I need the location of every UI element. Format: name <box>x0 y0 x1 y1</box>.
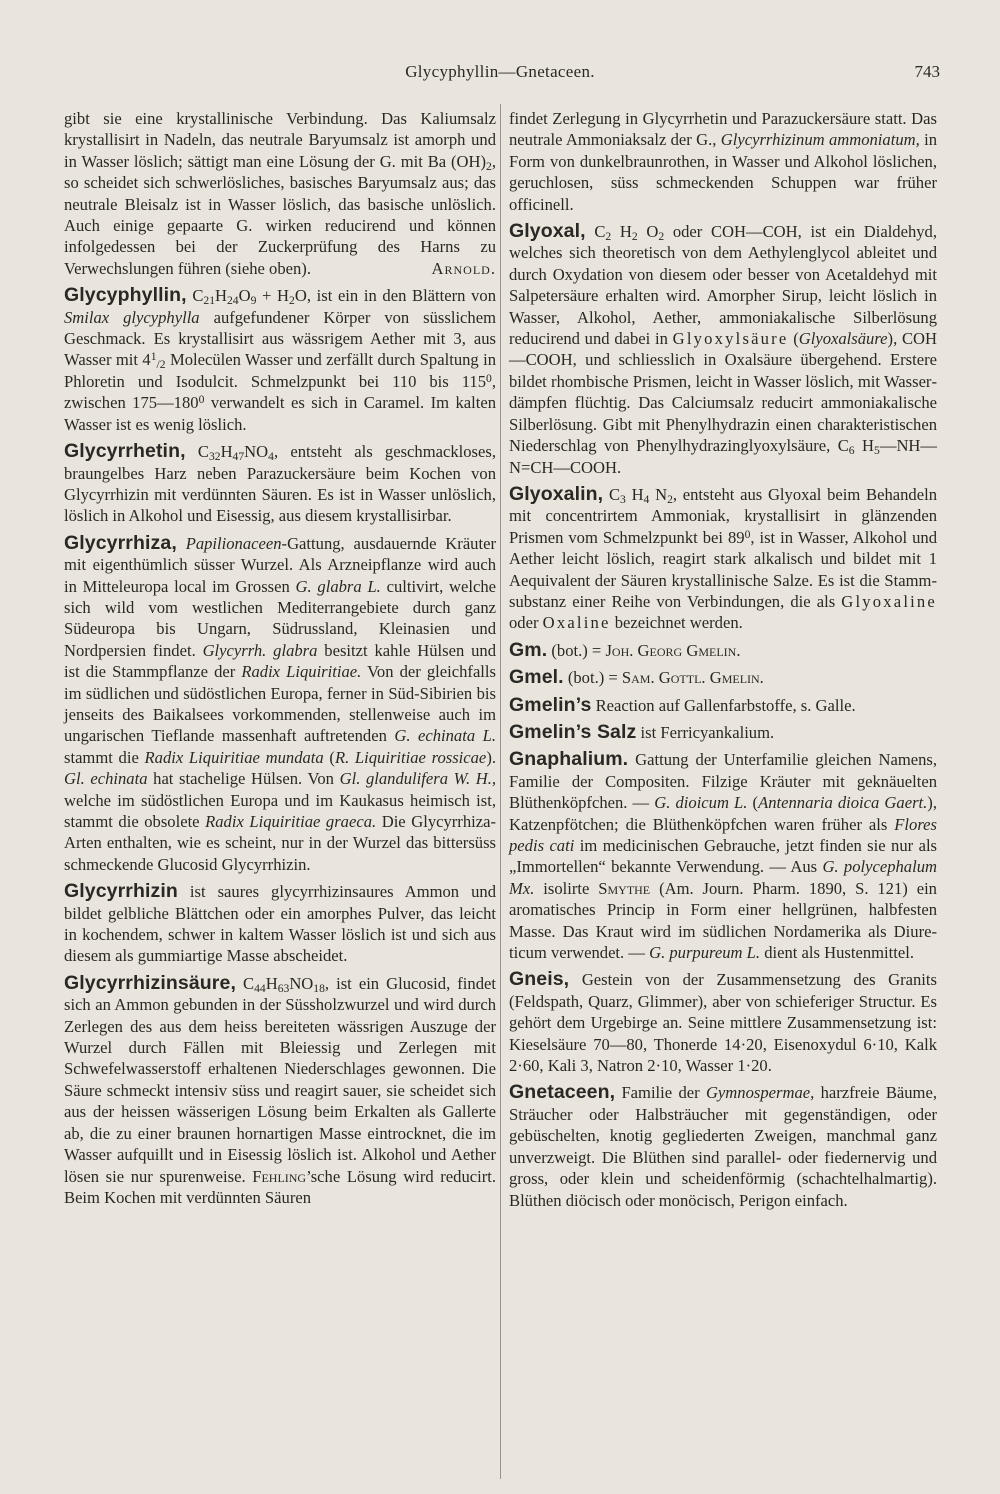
entry-glyoxal <box>509 221 937 478</box>
formula-part: H <box>619 222 632 242</box>
headword: Glycyrrhetin, <box>64 440 186 463</box>
subscript: 2 <box>486 159 492 173</box>
formula-part: N <box>655 484 668 504</box>
text: aufgefundener Körper von süsslichem Geschmack. Es krystallisirt aus wässrigem Aether mit 3, aus Wasser mit 4 <box>64 307 496 370</box>
headword: Gnetaceen, <box>509 1081 616 1104</box>
headword: Gm. <box>509 638 548 661</box>
formula-part: O <box>646 222 659 242</box>
subscript: 44 <box>254 981 266 995</box>
text: -Gattung, ausdauernde Kräuter mit eigenthümlich süsser Wurzel. Als Arzneipflanze wird auch in Mitteleuropa local im Grossen <box>64 533 496 596</box>
entry-gnetaceen <box>509 1082 937 1210</box>
subscript: 32 <box>208 450 221 463</box>
text: ist saures glycyrrhizinsaures Ammon und bildet gelbliche Blättchen oder ein amorphes Pulver, das leicht in kochendem, schwer in kaltem Wasser löslich ist und sich aus diesem als gummiartige Masse abscheidet. <box>64 882 496 966</box>
headword: Glycyrrhizinsäure, <box>64 971 236 994</box>
text: Von der gleichfalls im südlichen und südöstlichen Europa, ferner in Süd-Sibirien bis jenseits des Baikalsees vorkommenden, stellenweise auch im ungarischen Tieflande massenhaft auftretenden <box>64 662 496 746</box>
text: H <box>854 436 875 456</box>
text: ( <box>323 747 335 767</box>
entry-continuation-kalium <box>64 108 496 279</box>
fraction-denominator: /2 <box>156 358 166 372</box>
headword: Gneis, <box>509 968 570 991</box>
italic-term: Gl. glandulifera W. H., <box>339 769 497 789</box>
right-column <box>509 108 937 1211</box>
subscript: 3 <box>620 492 626 506</box>
text: Gestein von der Zusammensetzung des Granits (Feldspath, Quarz, Glimmer), aber von schieferiger Structur. Es gehört dem Urgebirge an. Seine mittlere Zusammensetzung ist: Kieselsäure 70—80, Thonerde 14·20, Eisenoxydul 6·10, Kalk 2·60, Kali 3, Natron 2·10, Wasser 1·20. <box>509 970 937 1076</box>
entry-glyoxalin <box>509 484 937 634</box>
formula-part: H <box>265 973 278 993</box>
formula-part: NO <box>289 973 314 993</box>
text: besitzt kahle Hülsen und ist die Stammpflanze der <box>64 640 496 682</box>
running-title: Glycyphyllin—Gnetaceen. <box>405 62 595 81</box>
text: ist ein in den Blättern von <box>310 286 496 306</box>
text: (bot.) = <box>563 668 622 688</box>
entry-glycyrrhiza <box>64 533 496 876</box>
entry-glycyrrhizin <box>64 881 496 967</box>
entry-continuation-glycyrrhizinsaeure <box>509 108 937 215</box>
entry-gmel <box>509 667 937 688</box>
text: verwandelt es sich in Caramel. Im kalten Wasser ist es wenig löslich. <box>64 393 496 434</box>
headword: Glyoxalin, <box>509 482 604 505</box>
formula-part: C <box>594 222 606 242</box>
text: in Form von dunkelbraunrothen, in Wasser und Alkohol löslichen, geruchlosen, süss schmeckenden Schuppen war früher officinell. <box>509 130 938 214</box>
italic-term: Glycyrrhizinum ammoniatum, <box>720 130 920 150</box>
italic-term: Antennaria dioica Gaert. <box>758 793 928 813</box>
subscript: 4 <box>643 492 650 506</box>
text: Die Glycyrrhiza-Arten enthalten, wie es scheint, nur in der Wurzel das bittersüss schmeckende Glucosid Glycyrrhizin. <box>64 812 496 874</box>
text: ), COH—COOH, und schliesslich in Oxalsäure übergehend. Erstere bildet rhombische Prismen, leicht in Wasser löslich, mit Wasserdämpfen flüchtig. Das Calciumsalz reducirt ammoniakalische Silberlösung. Gibt mit Phenylhydrazin einen charakteristischen Niederschlag von Phenylhydrazinglyoxylsäure, C <box>509 329 937 456</box>
text: hat stachelige Hülsen. Von <box>147 769 340 789</box>
headword: Gnaphalium. <box>509 748 629 771</box>
text: , ist ein Glucosid, findet sich an Ammon gebunden in der Süssholzwurzel und wird durch Zerlegen des aus dem heiss bereiteten wässrigen Auszuge der Wurzel durch Fällen mit Bleiessig und Zerlegen mit Schwefelwasserstoff erhaltenen Niederschlages gewonnen. Die Säure schmeckt intensiv süss und reagirt sauer, sie scheidet sich aus der heissen wässerigen Lösung beim Erkalten als Gallerte ab, die zu einer braunen hornartigen Masse eintrocknet, die im Wasser aufquillt und in Eisessig löslich ist. Alkohol und Aether lösen sie nur spurenweise. <box>64 973 496 1186</box>
text: ( <box>788 329 799 349</box>
subscript: 2 <box>289 294 295 308</box>
subscript: 2 <box>631 229 638 243</box>
text: dient als Hustenmittel. <box>760 943 914 963</box>
italic-term: Radix Liquiritiae graeca. <box>205 812 377 832</box>
text: ’sche Lösung wird reducirt. Beim Kochen mit verdünnten Säuren <box>64 1166 496 1207</box>
italic-term: G. polycephalum Mx. <box>509 857 937 898</box>
text: oder <box>509 613 543 633</box>
text: , zwischen 175—180 <box>64 371 496 413</box>
italic-term: Gymnospermae, <box>705 1083 815 1103</box>
entry-gneis <box>509 969 937 1076</box>
degree-mark: 0 <box>744 527 751 541</box>
formula-part: H <box>220 442 233 462</box>
text: , entsteht aus Glyoxal beim Behandeln mit concentrirtem Ammoniak, krystallisirt in glänzenden Prismen vom Schmelzpunkt bei 89 <box>509 484 937 547</box>
italic-term: Glyoxalsäure <box>798 329 888 349</box>
text: ( <box>747 793 759 813</box>
text: findet Zerlegung in Glycyrrhetin und Parazuckersäure statt. Das neutrale Ammoniaksalz der G., <box>509 109 937 150</box>
spaced-term: Glyoxaline <box>841 591 937 611</box>
formula <box>243 974 325 993</box>
entry-gmelins-salz <box>509 722 937 743</box>
subscript: 4 <box>268 450 274 463</box>
formula-part: C <box>243 973 255 993</box>
left-column <box>64 108 496 1208</box>
formula-part: + H <box>256 286 290 306</box>
text: ), Katzenpfötchen; die Blüthenköpfchen waren früher als <box>509 793 937 834</box>
running-head <box>0 62 1000 86</box>
formula-part: O <box>238 286 251 306</box>
subscript: 21 <box>203 294 216 308</box>
subscript: 2 <box>605 229 612 243</box>
subscript: 24 <box>227 294 239 308</box>
text: Familie der <box>615 1083 706 1103</box>
formula <box>609 485 673 504</box>
text: bezeichnet werden. <box>610 613 743 633</box>
entry-gm <box>509 640 937 661</box>
headword: Glycyrrhiza, <box>64 531 177 554</box>
italic-term: G. purpureum L. <box>649 943 761 963</box>
text: im medicinischen Gebrauche, jetzt finden sie nur als „Immortellen“ bekannte Verwendung. — Aus <box>509 836 938 877</box>
page-number: 743 <box>914 62 940 81</box>
text: stammt die <box>64 747 145 767</box>
subscript: 2 <box>667 492 673 506</box>
headword: Glycyrrhizin <box>64 880 178 903</box>
text: , so scheidet sich schwerlösliches, basisches Baryumsalz aus; das neutrale Bleisalz ist in Wasser löslich, das basische unlöslich. Auch einige gepaarte G. wirken reducirend und können infolgedessen bei der Zuckerprüfung des Harns zu Verwechslungen führen (siehe oben). <box>64 151 496 278</box>
headword: Glyoxal, <box>509 220 586 243</box>
italic-term: G. echinata L. <box>394 726 496 746</box>
small-caps-name: Sam. Gottl. Gmelin. <box>621 668 764 688</box>
subscript: 5 <box>874 443 880 457</box>
subscript: 6 <box>848 443 855 457</box>
entry-glycyphyllin <box>64 285 496 435</box>
italic-term: Smilax glycyphylla <box>64 307 200 327</box>
italic-term: G. dioicum L. <box>654 793 748 813</box>
author-signature: Arnold. <box>431 258 496 278</box>
formula-part: O, <box>294 286 311 306</box>
italic-term: Gl. echinata <box>64 769 148 789</box>
text: (Am. Journ. Pharm. 1890, S. 121) ein aromatisches Princip in Form einer hellgrünen, halbfesten Masse. Das Kraut wird im südlichen Nordamerika als Diureticum verwendet. — <box>509 878 937 963</box>
subscript: 18 <box>313 981 325 995</box>
small-caps-name: Fehling <box>252 1166 307 1186</box>
text: ). <box>486 747 496 767</box>
subscript: 2 <box>658 229 665 243</box>
text: gibt sie eine krystallinische Verbindung. Das Kaliumsalz krystallisirt in Nadeln, das neutrale Baryumsalz ist amorph und in Wasser löslich; sättigt man eine Lösung der G. mit Ba (OH) <box>64 109 496 171</box>
formula-part: C <box>608 484 621 504</box>
italic-term: Radix Liquiritiae mundata <box>144 747 324 767</box>
text: isolirte <box>534 878 599 898</box>
italic-term: Flores pedis cati <box>509 814 937 855</box>
formula-part: H <box>631 484 644 504</box>
entry-gnaphalium <box>509 749 937 963</box>
spaced-term: Glyoxylsäure <box>672 329 789 349</box>
formula <box>594 222 664 241</box>
degree-mark: 0 <box>486 371 492 385</box>
formula <box>198 442 274 461</box>
fraction-numerator: 1 <box>150 350 157 364</box>
text: (bot.) = <box>547 640 606 660</box>
italic-term: Papilionaceen <box>185 533 282 553</box>
headword: Glycyphyllin, <box>64 284 187 307</box>
headword: Gmel. <box>509 666 564 689</box>
italic-term: G. glabra L. <box>295 576 381 596</box>
formula-part: C <box>197 442 209 462</box>
italic-term: R. Liquiritiae rossicae <box>334 747 487 767</box>
spaced-term: Oxaline <box>542 613 611 633</box>
entry-gmelins-reaction <box>509 695 937 716</box>
text: , ist in Wasser, Alkohol und Aether leicht löslich, reagirt stark alkalisch und bildet mit 1 Aequivalent der Säuren krystallinische Salze. Es ist die Stammsubstanz einer Reihe von Verbindungen, die als <box>509 527 937 611</box>
subscript: 9 <box>250 294 257 308</box>
degree-mark: 0 <box>198 393 205 407</box>
text: harzfreie Bäume, Sträucher oder Halbsträucher mit gegenständigen, oder gebüschelten, knotig gegliederten Zweigen, manchmal ganz unverzweigt. Die Blüthen sind parallel- oder fiedernervig und gross, oder klein und scheidenförmig (schachtelhalmartig). Blüthen diöcisch oder monöcisch, Perigon einfach. <box>509 1083 937 1210</box>
headword: Gmelin’s Salz <box>509 720 637 743</box>
subscript: 47 <box>232 450 245 463</box>
text: welche im südöstlichen Europa und im Kaukasus heimisch ist, stammt die obsolete <box>64 790 496 832</box>
text: —NH—N=CH—COOH. <box>509 436 937 477</box>
text: cultivirt, welche sich wild vom westlichen Mediterrangebiete durch ganz Südeuropa bis Ungarn, Südrussland, Kleinasien und Nordpersien findet. <box>64 576 497 660</box>
italic-term: Radix Liquiritiae. <box>241 662 362 682</box>
text: Molecülen Wasser und zerfällt durch Spaltung in Phloretin und Isodulcit. Schmelzpunkt bei 110 bis 115 <box>64 350 497 391</box>
text: ist Ferricyankalium. <box>636 722 775 742</box>
small-caps-name: Joh. Georg Gmelin. <box>605 640 741 660</box>
formula-part: H <box>215 286 227 306</box>
headword: Gmelin’s <box>509 693 592 716</box>
column-divider <box>500 104 501 1479</box>
formula <box>192 286 311 308</box>
formula-part: NO <box>244 442 269 462</box>
formula-part: C <box>192 286 204 306</box>
text: , entsteht als geschmackloses, braungelbes Harz neben Parazuckersäure beim Kochen von Glycyrrhizin mit verdünnten Säuren. Es ist in Wasser unlöslich, löslich in Alkohol und Eisessig, aus diesem krystallisirbar. <box>64 442 496 526</box>
small-caps-name: Smythe <box>598 878 651 898</box>
text: Reaction auf Gallenfarbstoffe, s. Galle. <box>591 695 856 715</box>
text: oder COH—COH, ist ein Dialdehyd, welches sich theoretisch von dem Aethylenglycol ableitet und durch Oxydation von diesem oder besser von Acetaldehyd mit Salpetersäure erhalten wird. Amorpher Sirup, leicht löslich in Wasser, Alkohol, Aether, ammoniakalische Silberlösung reducirend und dabei in <box>509 222 937 349</box>
italic-term: Glycyrrh. glabra <box>202 640 318 660</box>
subscript: 63 <box>277 981 290 995</box>
text: Gattung der Unterfamilie gleichen Namens, Familie der Compositen. Filzige Kräuter mit geknäuelten Blüthenköpfchen. — <box>509 750 937 813</box>
entry-glycyrrhetin <box>64 441 496 527</box>
entry-glycyrrhizinsaeure <box>64 973 496 1208</box>
